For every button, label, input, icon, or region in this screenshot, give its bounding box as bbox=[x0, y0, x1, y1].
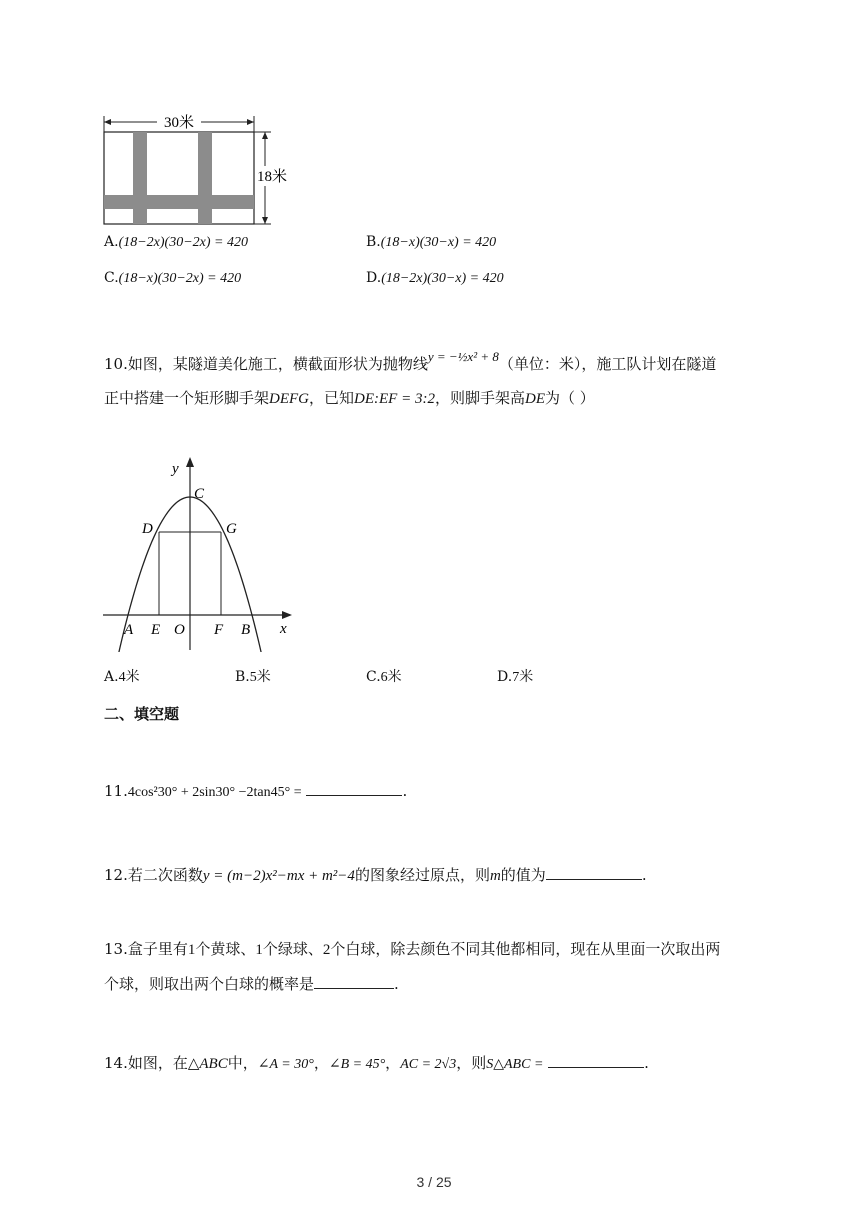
section-fill-in-blank: 二、填空题 bbox=[104, 705, 180, 723]
q13-line-1: 13.盒子里有1个黄球、1个绿球、2个白球，除去颜色不同其他都相同，现在从里面一次取出两 bbox=[104, 940, 721, 958]
q11: 11.4cos²30° + 2sin30° −2tan45° = . bbox=[104, 779, 407, 801]
vertical-road-1 bbox=[133, 132, 147, 224]
label-g: G bbox=[226, 521, 237, 537]
label-e: E bbox=[151, 622, 161, 638]
q12: 12.若二次函数y = (m−2)x²−mx + m²−4的图象经过原点，则m的值为 . bbox=[104, 863, 647, 885]
horizontal-road bbox=[104, 195, 254, 209]
q9-option-c[interactable]: C.(18−x)(30−2x) = 420 bbox=[104, 270, 242, 286]
garden-rect bbox=[104, 132, 254, 224]
q13-answer-blank[interactable] bbox=[314, 972, 394, 989]
q10-option-b[interactable]: B.5米 bbox=[235, 669, 271, 685]
page-number: 3 / 25 bbox=[416, 1174, 452, 1190]
q10-parabola-figure bbox=[100, 452, 300, 652]
q10-line-2: 正中搭建一个矩形脚手架DEFG，已知DE:EF = 3:2，则脚手架高DE为（ ） bbox=[104, 389, 595, 407]
label-a: A bbox=[124, 622, 134, 638]
vertical-road-2 bbox=[198, 132, 212, 224]
q9-garden-figure bbox=[95, 108, 295, 233]
q11-answer-blank[interactable] bbox=[306, 779, 402, 796]
label-x: x bbox=[280, 621, 287, 637]
q12-answer-blank[interactable] bbox=[546, 863, 642, 880]
q9-option-a[interactable]: A.(18−2x)(30−2x) = 420 bbox=[104, 234, 248, 250]
y-axis-arrow-icon bbox=[186, 457, 194, 467]
width-label: 30米 bbox=[163, 115, 195, 131]
label-f: F bbox=[214, 622, 224, 638]
parabola-equation: y = −½x² + 8 bbox=[427, 349, 499, 364]
q10-option-c[interactable]: C.6米 bbox=[366, 669, 402, 685]
label-o: O bbox=[174, 622, 185, 638]
q10-option-a[interactable]: A.4米 bbox=[104, 669, 140, 685]
x-axis-arrow-icon bbox=[282, 611, 292, 619]
q9-option-b[interactable]: B.(18−x)(30−x) = 420 bbox=[366, 234, 497, 250]
q9-option-d[interactable]: D.(18−2x)(30−x) = 420 bbox=[366, 270, 504, 286]
q13-line-2: 个球，则取出两个白球的概率是 . bbox=[104, 972, 399, 994]
q14-answer-blank[interactable] bbox=[548, 1051, 644, 1068]
q14: 14.如图，在△ABC中，∠A = 30°，∠B = 45°，AC = 2√3，则S△ABC = . bbox=[104, 1051, 649, 1073]
label-b: B bbox=[241, 622, 251, 638]
q10-option-d[interactable]: D.7米 bbox=[497, 669, 534, 685]
height-label: 18米 bbox=[257, 169, 288, 185]
label-d: D bbox=[142, 521, 153, 537]
label-y: y bbox=[172, 461, 179, 477]
label-c: C bbox=[194, 486, 205, 502]
q10-line-1: 10.如图，某隧道美化施工，横截面形状为抛物线y = −½x² + 8（单位：米），施工队计划在隧道 bbox=[104, 349, 717, 373]
